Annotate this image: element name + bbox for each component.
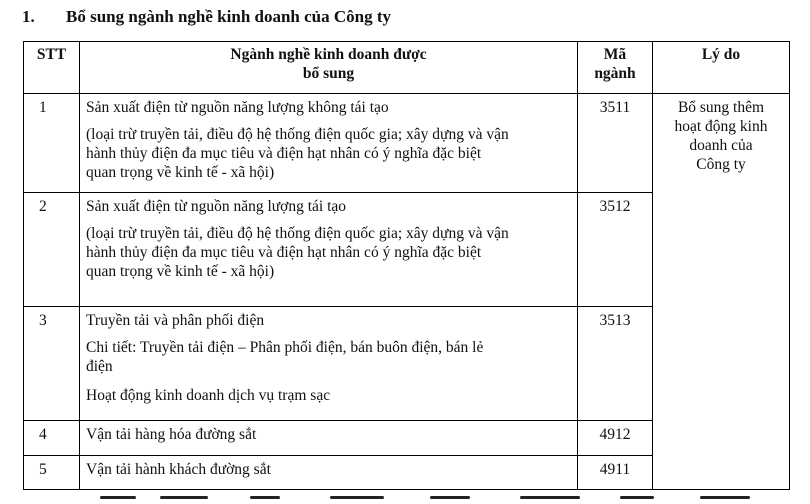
row-title: Sản xuất điện từ nguồn năng lượng tái tạo [86,198,347,215]
header-business-line-line1: Ngành nghề kinh doanh được [230,46,427,63]
row-title: Vận tải hành khách đường sắt [86,461,271,478]
row-detail-line: quan trọng về kinh tế - xã hội) [86,164,275,181]
row-title: Sản xuất điện từ nguồn năng lượng không tái tạo [86,99,389,116]
row-business-line [80,94,578,193]
row-code: 3513 [578,307,653,421]
row-detail-line: (loại trừ truyền tải, điều độ hệ thống điện quốc gia; xây dựng và vận [86,225,509,242]
row-business-line [80,307,578,421]
row-code: 4911 [578,456,653,490]
row-business-line [80,421,578,456]
row-business-line [80,456,578,490]
business-lines-table [23,41,790,490]
row-detail-line: (loại trừ truyền tải, điều độ hệ thống điện quốc gia; xây dựng và vận [86,126,509,143]
row-detail-line: Chi tiết: Truyền tải điện – Phân phối điện, bán buôn điện, bán lẻ [86,339,484,356]
reason-line: hoạt động kinh [674,118,768,135]
row-title: Truyền tải và phân phối điện [86,312,265,329]
row-code: 4912 [578,421,653,456]
header-business-line [80,42,578,94]
row-stt: 1 [24,94,80,193]
reason-cell [653,94,790,490]
row-detail-line: hành thủy điện đa mục tiêu và điện hạt nhân có ý nghĩa đặc biệt [86,244,482,261]
table-row [24,94,790,193]
header-stt: STT [24,42,80,94]
row-extra-line: Hoạt động kinh doanh dịch vụ trạm sạc [86,387,331,404]
row-stt: 2 [24,193,80,307]
row-stt: 3 [24,307,80,421]
header-code [578,42,653,94]
header-code-line1: Mã [603,46,627,63]
row-detail-line: hành thủy điện đa mục tiêu và điện hạt nhân có ý nghĩa đặc biệt [86,145,482,162]
row-code: 3511 [578,94,653,193]
section-heading [22,6,391,28]
reason-line: Bổ sung thêm [677,99,765,116]
row-business-line [80,193,578,307]
reason-line: Công ty [696,156,746,173]
section-title: Bổ sung ngành nghề kinh doanh của Công ty [66,7,392,26]
header-code-line2: ngành [594,65,636,82]
table-header-row [24,42,790,94]
header-business-line-line2: bổ sung [302,65,355,82]
row-stt: 5 [24,456,80,490]
row-detail-line: điện [86,358,113,375]
row-code: 3512 [578,193,653,307]
header-reason: Lý do [653,42,790,94]
row-stt: 4 [24,421,80,456]
row-title: Vận tải hàng hóa đường sắt [86,426,257,443]
cut-off-text-fragment [100,492,760,504]
row-detail-line: quan trọng về kinh tế - xã hội) [86,263,275,280]
section-number: 1. [22,7,35,26]
reason-line: doanh của [689,137,753,154]
